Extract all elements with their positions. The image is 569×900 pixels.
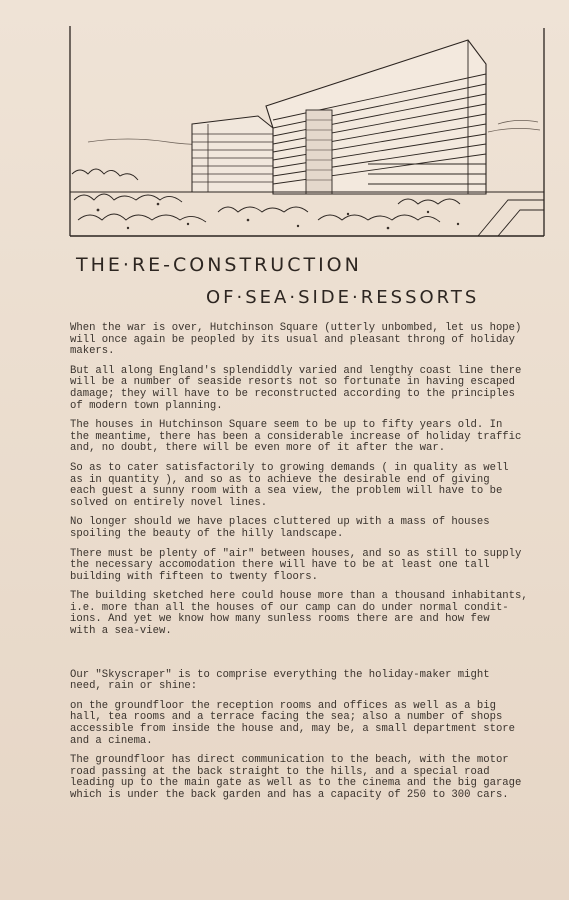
paragraph: on the groundfloor the reception rooms and offices as well as a big hall, tea rooms and a terrace facing the sea; also a number of shops accessible from inside the house and, may be, a small department store and a cinema. [70, 699, 516, 747]
title-line-2: OF·SEA·SIDE·RESSORTS [206, 287, 480, 308]
paragraph: There must be plenty of "air" between houses, and so as still to supply the necessary accomodation there will have to be at least one tall building with fifteen to twenty floors. [70, 547, 522, 583]
typed-text-body [70, 323, 548, 810]
paragraph: The houses in Hutchinson Square seem to be up to fifty years old. In the meantime, there has been a considerable increase of holiday traffic and, no doubt, there will be even more of it after the war. [70, 419, 522, 455]
building-sketch-illustration [68, 24, 546, 238]
paragraph: When the war is over, Hutchinson Square (utterly unbombed, let us hope) will once again be peopled by its usual and pleasant throng of holiday makers. [70, 322, 522, 358]
paragraph: So as to cater satisfactorily to growing demands ( in quality as well as in quantity ), and so as to achieve the desirable end of giving each guest a sunny room with a sea view, the problem will have to be solved on entirely novel lines. [70, 461, 509, 509]
paragraph: The groundfloor has direct communication to the beach, with the motor road passing at the back straight to the hills, and a special road leading up to the main gate as well as to the cinema and the big garage which is under the back garden and has a capacity of 250 to 300 cars. [70, 754, 522, 801]
paragraph: No longer should we have places cluttered up with a mass of houses spoiling the beauty of the hilly landscape. [70, 516, 490, 540]
paragraph: But all along England's splendiddly varied and lengthy coast line there will be a number of seaside resorts not so fortunate in having escaped damage; they will have to be reconstructed according to the principles of modern town planning. [70, 364, 522, 412]
paragraph: The building sketched here could house more than a thousand inhabitants, i.e. more than all the houses of our camp can do under normal condit- ions. And yet we know how many sunless rooms there are and how few with a sea-view. [70, 590, 528, 638]
paragraph: Our "Skyscraper" is to comprise everything the holiday-maker might need, rain or shine: [70, 668, 490, 693]
title-line-1: THE·RE-CONSTRUCTION [76, 254, 362, 276]
